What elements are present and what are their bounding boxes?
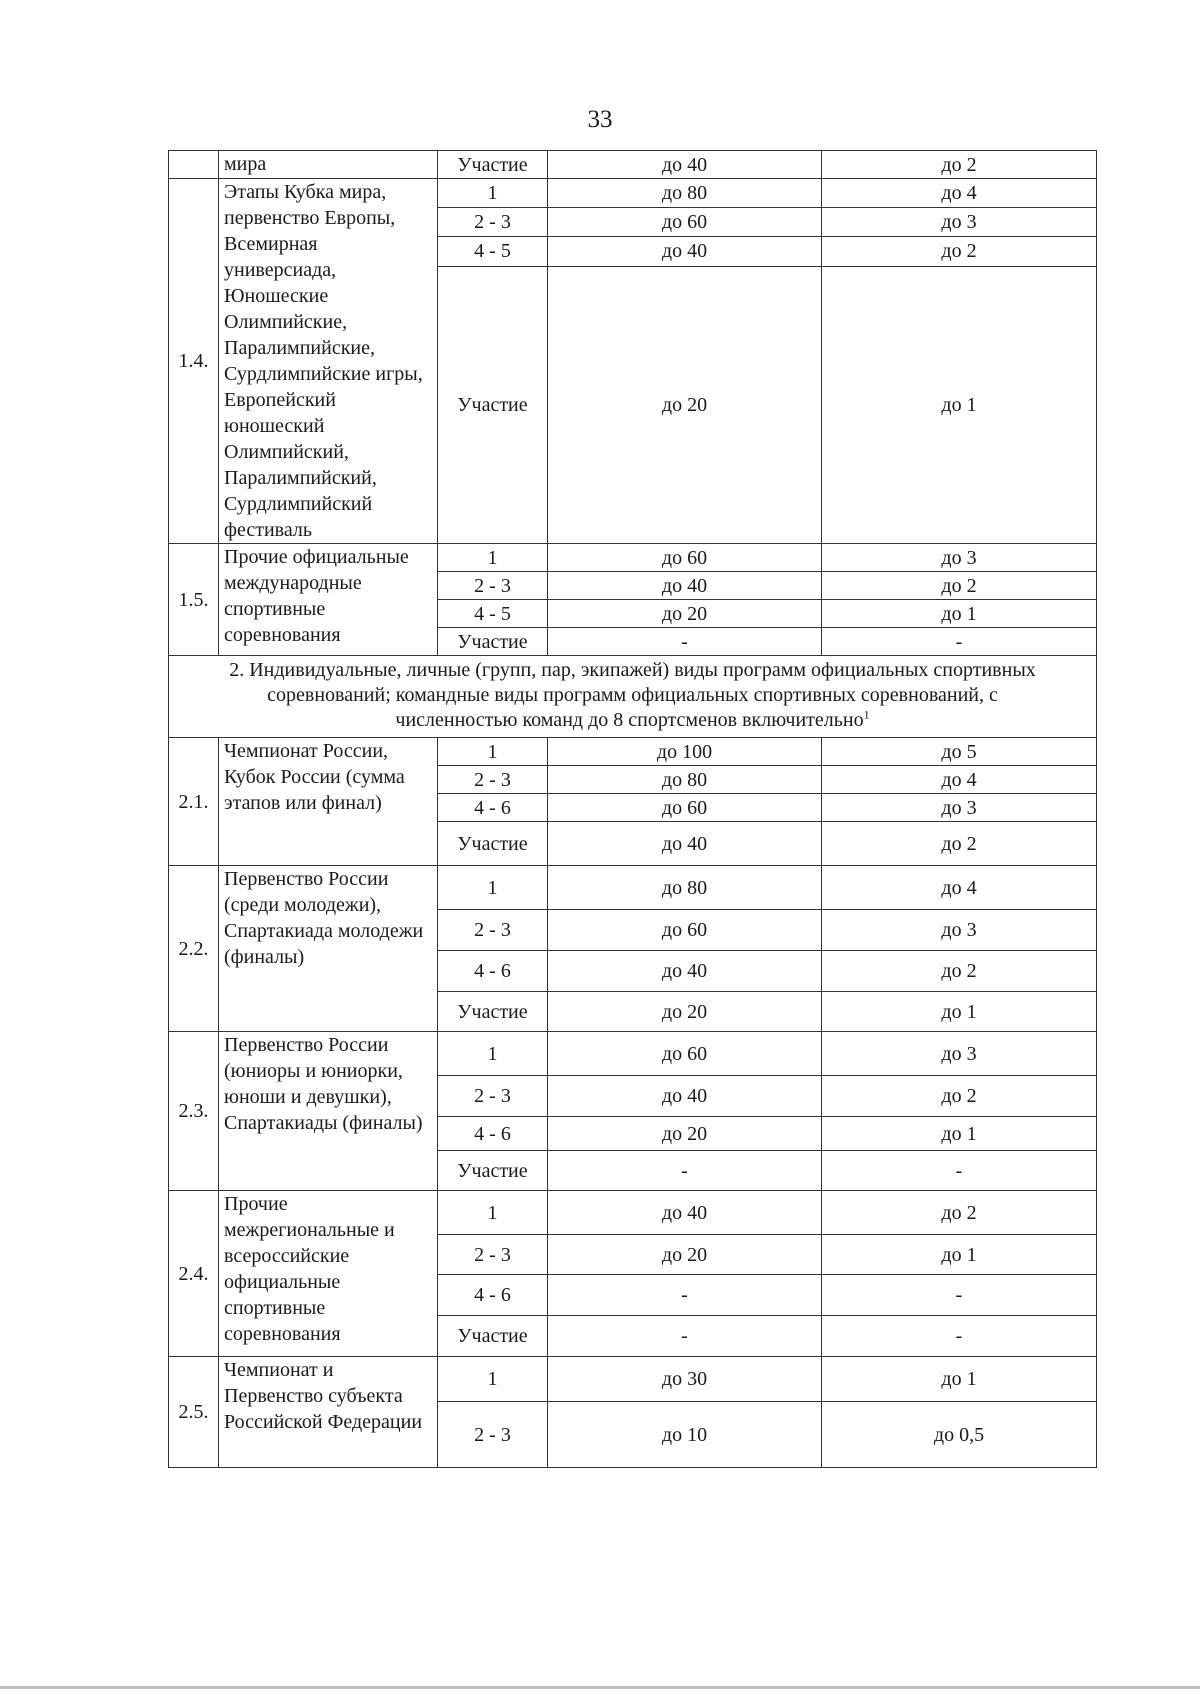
row-number: 2.5. [169, 1357, 219, 1468]
competition-name: Первенство России (юниоры и юниорки, юноши и девушки), Спартакиады (финалы) [219, 1032, 438, 1191]
points-column-b: до 2 [822, 572, 1097, 600]
points-column-b: до 1 [822, 1117, 1097, 1151]
points-column-a: до 60 [548, 910, 822, 951]
page-number: 33 [587, 106, 613, 133]
points-column-a: до 10 [548, 1402, 822, 1468]
points-column-a: до 20 [548, 1117, 822, 1151]
row-number: 1.5. [169, 544, 219, 656]
points-column-b: до 4 [822, 866, 1097, 910]
competition-name: мира [219, 151, 438, 179]
place-cell: 4 - 5 [438, 600, 548, 628]
competition-name: Прочие межрегиональные и всероссийские официальные спортивные соревнования [219, 1191, 438, 1357]
place-cell: 1 [438, 738, 548, 766]
place-cell: Участие [438, 822, 548, 866]
points-column-b: - [822, 1316, 1097, 1357]
place-cell: 1 [438, 1191, 548, 1235]
row-number: 2.1. [169, 738, 219, 866]
points-column-b: до 2 [822, 1191, 1097, 1235]
points-column-b: - [822, 1275, 1097, 1316]
points-column-a: до 60 [548, 794, 822, 822]
points-column-a: до 80 [548, 866, 822, 910]
points-column-b: до 3 [822, 794, 1097, 822]
points-column-a: до 60 [548, 208, 822, 237]
table-row [169, 738, 1097, 766]
place-cell: 1 [438, 179, 548, 208]
points-column-b: до 3 [822, 544, 1097, 572]
place-cell: 2 - 3 [438, 572, 548, 600]
place-cell: 4 - 6 [438, 1117, 548, 1151]
points-column-a: до 40 [548, 951, 822, 992]
row-number: 2.2. [169, 866, 219, 1032]
points-column-a: до 40 [548, 572, 822, 600]
place-cell: Участие [438, 1151, 548, 1191]
points-column-b: - [822, 628, 1097, 656]
points-column-b: до 2 [822, 237, 1097, 266]
place-cell: Участие [438, 992, 548, 1032]
row-number: 2.3. [169, 1032, 219, 1191]
points-column-b: до 2 [822, 951, 1097, 992]
points-column-b: до 1 [822, 600, 1097, 628]
place-cell: 4 - 6 [438, 1275, 548, 1316]
points-column-b: - [822, 1151, 1097, 1191]
row-number [169, 151, 219, 179]
table-row [169, 544, 1097, 572]
points-column-a: до 60 [548, 544, 822, 572]
place-cell: Участие [438, 628, 548, 656]
place-cell: Участие [438, 266, 548, 543]
place-cell: 2 - 3 [438, 1076, 548, 1117]
place-cell: 1 [438, 1357, 548, 1402]
place-cell: Участие [438, 1316, 548, 1357]
points-column-b: до 1 [822, 1235, 1097, 1275]
competition-name: Первенство России (среди молодежи), Спартакиада молодежи (финалы) [219, 866, 438, 1032]
competition-name: Прочие официальные международные спортивные соревнования [219, 544, 438, 656]
scan-edge-line [0, 1686, 1200, 1689]
place-cell: 2 - 3 [438, 1235, 548, 1275]
place-cell: 2 - 3 [438, 910, 548, 951]
points-column-a: до 40 [548, 1191, 822, 1235]
points-column-b: до 0,5 [822, 1402, 1097, 1468]
results-points-table [168, 150, 1097, 1468]
place-cell: 1 [438, 1032, 548, 1076]
section-2-text: 2. Индивидуальные, личные (групп, пар, экипажей) виды программ официальных спортивных соревнований; командные виды программ официальных спортивных соревнований, с численностью команд до 8 спортсменов включительно [229, 659, 1036, 731]
points-column-a: - [548, 1151, 822, 1191]
points-column-a: до 40 [548, 151, 822, 179]
place-cell: 4 - 5 [438, 237, 548, 266]
points-column-b: до 3 [822, 208, 1097, 237]
document-table-wrapper [168, 150, 1097, 1468]
points-column-b: до 2 [822, 1076, 1097, 1117]
place-cell: 2 - 3 [438, 1402, 548, 1468]
points-column-b: до 5 [822, 738, 1097, 766]
points-column-a: - [548, 628, 822, 656]
points-column-b: до 3 [822, 1032, 1097, 1076]
points-column-a: до 30 [548, 1357, 822, 1402]
place-cell: 1 [438, 544, 548, 572]
table-row [169, 1191, 1097, 1235]
points-column-b: до 1 [822, 992, 1097, 1032]
points-column-b: до 2 [822, 151, 1097, 179]
points-column-b: до 4 [822, 179, 1097, 208]
competition-name: Этапы Кубка мира, первенство Европы, Всемирная универсиада, Юношеские Олимпийские, Паралимпийские, Сурдлимпийские игры, Европейский юношеский Олимпийский, Паралимпийский, Сурдлимпийский фестиваль [219, 179, 438, 544]
points-column-b: до 1 [822, 1357, 1097, 1402]
points-column-b: до 4 [822, 766, 1097, 794]
section-2-header-row [169, 656, 1097, 738]
table-row [169, 151, 1097, 179]
table-row [169, 1357, 1097, 1402]
place-cell: 1 [438, 866, 548, 910]
points-column-a: до 40 [548, 822, 822, 866]
row-number: 1.4. [169, 179, 219, 544]
points-column-a: до 20 [548, 992, 822, 1032]
points-column-a: до 40 [548, 237, 822, 266]
points-column-a: до 80 [548, 766, 822, 794]
section-2-heading [169, 656, 1097, 738]
place-cell: 2 - 3 [438, 766, 548, 794]
place-cell: Участие [438, 151, 548, 179]
points-column-a: до 80 [548, 179, 822, 208]
points-column-a: до 20 [548, 1235, 822, 1275]
competition-name: Чемпионат и Первенство субъекта Российской Федерации [219, 1357, 438, 1468]
competition-name: Чемпионат России, Кубок России (сумма этапов или финал) [219, 738, 438, 866]
points-column-a: - [548, 1316, 822, 1357]
place-cell: 4 - 6 [438, 794, 548, 822]
points-column-b: до 1 [822, 266, 1097, 543]
points-column-a: до 20 [548, 600, 822, 628]
points-column-a: до 100 [548, 738, 822, 766]
place-cell: 4 - 6 [438, 951, 548, 992]
table-row [169, 1032, 1097, 1076]
footnote-mark: 1 [863, 707, 870, 722]
points-column-b: до 3 [822, 910, 1097, 951]
points-column-b: до 2 [822, 822, 1097, 866]
points-column-a: до 20 [548, 266, 822, 543]
table-row [169, 866, 1097, 910]
points-column-a: - [548, 1275, 822, 1316]
row-number: 2.4. [169, 1191, 219, 1357]
table-row [169, 179, 1097, 208]
points-column-a: до 40 [548, 1076, 822, 1117]
place-cell: 2 - 3 [438, 208, 548, 237]
points-column-a: до 60 [548, 1032, 822, 1076]
